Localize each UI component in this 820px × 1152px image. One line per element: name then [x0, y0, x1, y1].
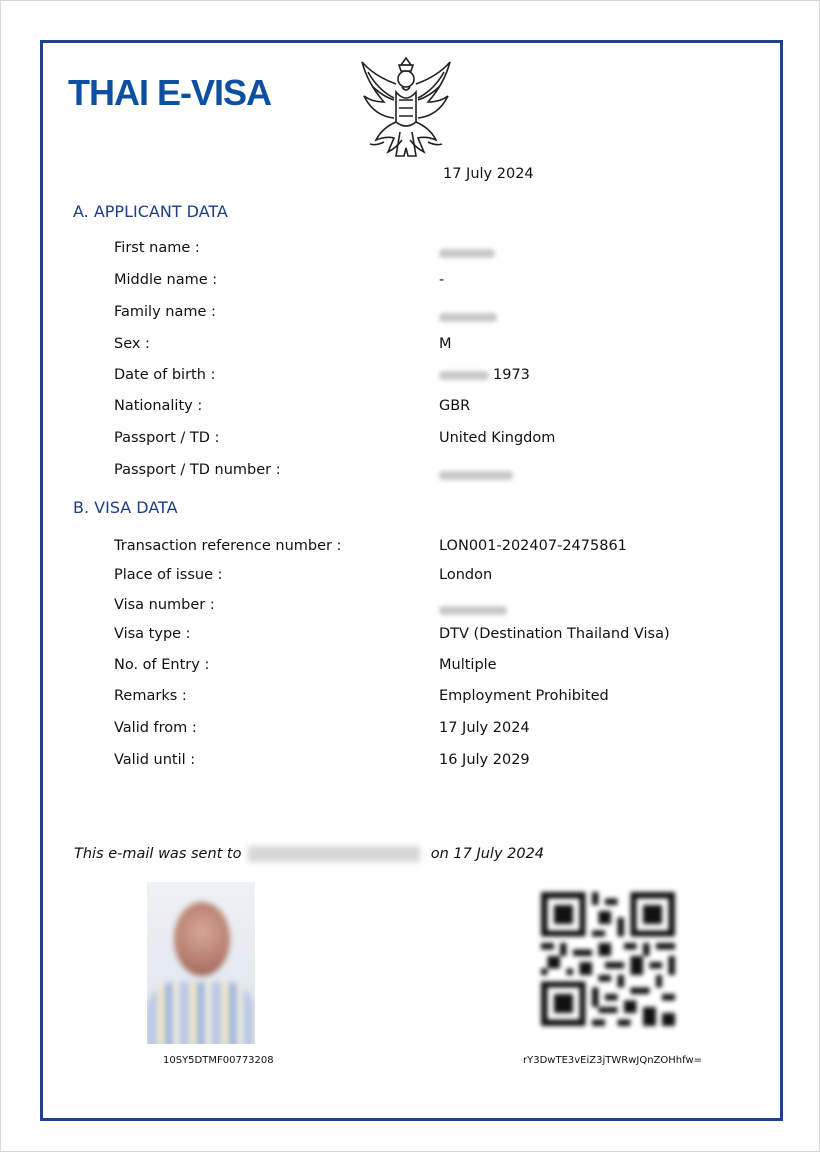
section-title-applicant: A. APPLICANT DATA — [73, 202, 228, 221]
visa-number-value-redacted — [439, 602, 507, 618]
field-label: Family name : — [114, 304, 216, 320]
email-address-redacted — [248, 846, 420, 862]
email-notice-suffix: on 17 July 2024 — [430, 846, 545, 862]
issue-date: 17 July 2024 — [443, 166, 534, 182]
field-label: Passport / TD : — [114, 430, 220, 446]
field-place-of-issue — [0, 567, 820, 589]
field-visa-number — [0, 597, 820, 619]
field-value: London — [439, 567, 493, 583]
field-date-of-birth — [0, 367, 820, 389]
field-remarks — [0, 688, 820, 710]
field-nationality — [0, 398, 820, 420]
field-label: Middle name : — [114, 272, 218, 288]
qr-code-text: rY3DwTE3vEiZ3jTWRwJQnZOHhfw= — [523, 1055, 703, 1066]
field-valid-until — [0, 752, 820, 774]
first-name-value-redacted — [439, 245, 495, 261]
photo-code: 10SY5DTMF00773208 — [163, 1055, 274, 1066]
field-family-name — [0, 304, 820, 326]
field-number-of-entry — [0, 657, 820, 679]
garuda-emblem-icon — [356, 52, 456, 162]
birth-year: 1973 — [493, 367, 530, 383]
qr-code-icon — [541, 891, 675, 1027]
field-label: Passport / TD number : — [114, 462, 281, 478]
field-label: Sex : — [114, 336, 150, 352]
field-value: M — [439, 336, 452, 352]
field-passport-td — [0, 430, 820, 452]
field-sex — [0, 336, 820, 358]
field-visa-type — [0, 626, 820, 648]
field-value: Multiple — [439, 657, 497, 673]
field-label: Date of birth : — [114, 367, 216, 383]
field-value: United Kingdom — [439, 430, 556, 446]
field-label: First name : — [114, 240, 200, 256]
field-first-name — [0, 240, 820, 262]
field-label: Valid from : — [114, 720, 197, 736]
email-notice-prefix: This e-mail was sent to — [74, 846, 242, 862]
field-value: LON001-202407-2475861 — [439, 538, 627, 554]
passport-number-value-redacted — [439, 467, 513, 483]
email-notice — [74, 846, 544, 862]
field-label: Valid until : — [114, 752, 196, 768]
field-value: 16 July 2029 — [439, 752, 530, 768]
section-title-visa: B. VISA DATA — [73, 498, 178, 517]
field-label: Visa type : — [114, 626, 191, 642]
field-value: 17 July 2024 — [439, 720, 530, 736]
field-label: Remarks : — [114, 688, 187, 704]
field-label: Transaction reference number : — [114, 538, 342, 554]
field-value: Employment Prohibited — [439, 688, 609, 704]
field-label: Place of issue : — [114, 567, 223, 583]
field-value: DTV (Destination Thailand Visa) — [439, 626, 670, 642]
field-label: No. of Entry : — [114, 657, 210, 673]
date-of-birth-value — [439, 367, 530, 383]
field-value: GBR — [439, 398, 471, 414]
field-transaction-reference — [0, 538, 820, 560]
applicant-photo — [147, 882, 255, 1044]
field-value: - — [439, 272, 445, 288]
brand-title: THAI E-VISA — [68, 72, 272, 113]
family-name-value-redacted — [439, 309, 497, 325]
field-label: Nationality : — [114, 398, 203, 414]
field-label: Visa number : — [114, 597, 215, 613]
field-middle-name — [0, 272, 820, 294]
field-valid-from — [0, 720, 820, 742]
field-passport-number — [0, 462, 820, 484]
